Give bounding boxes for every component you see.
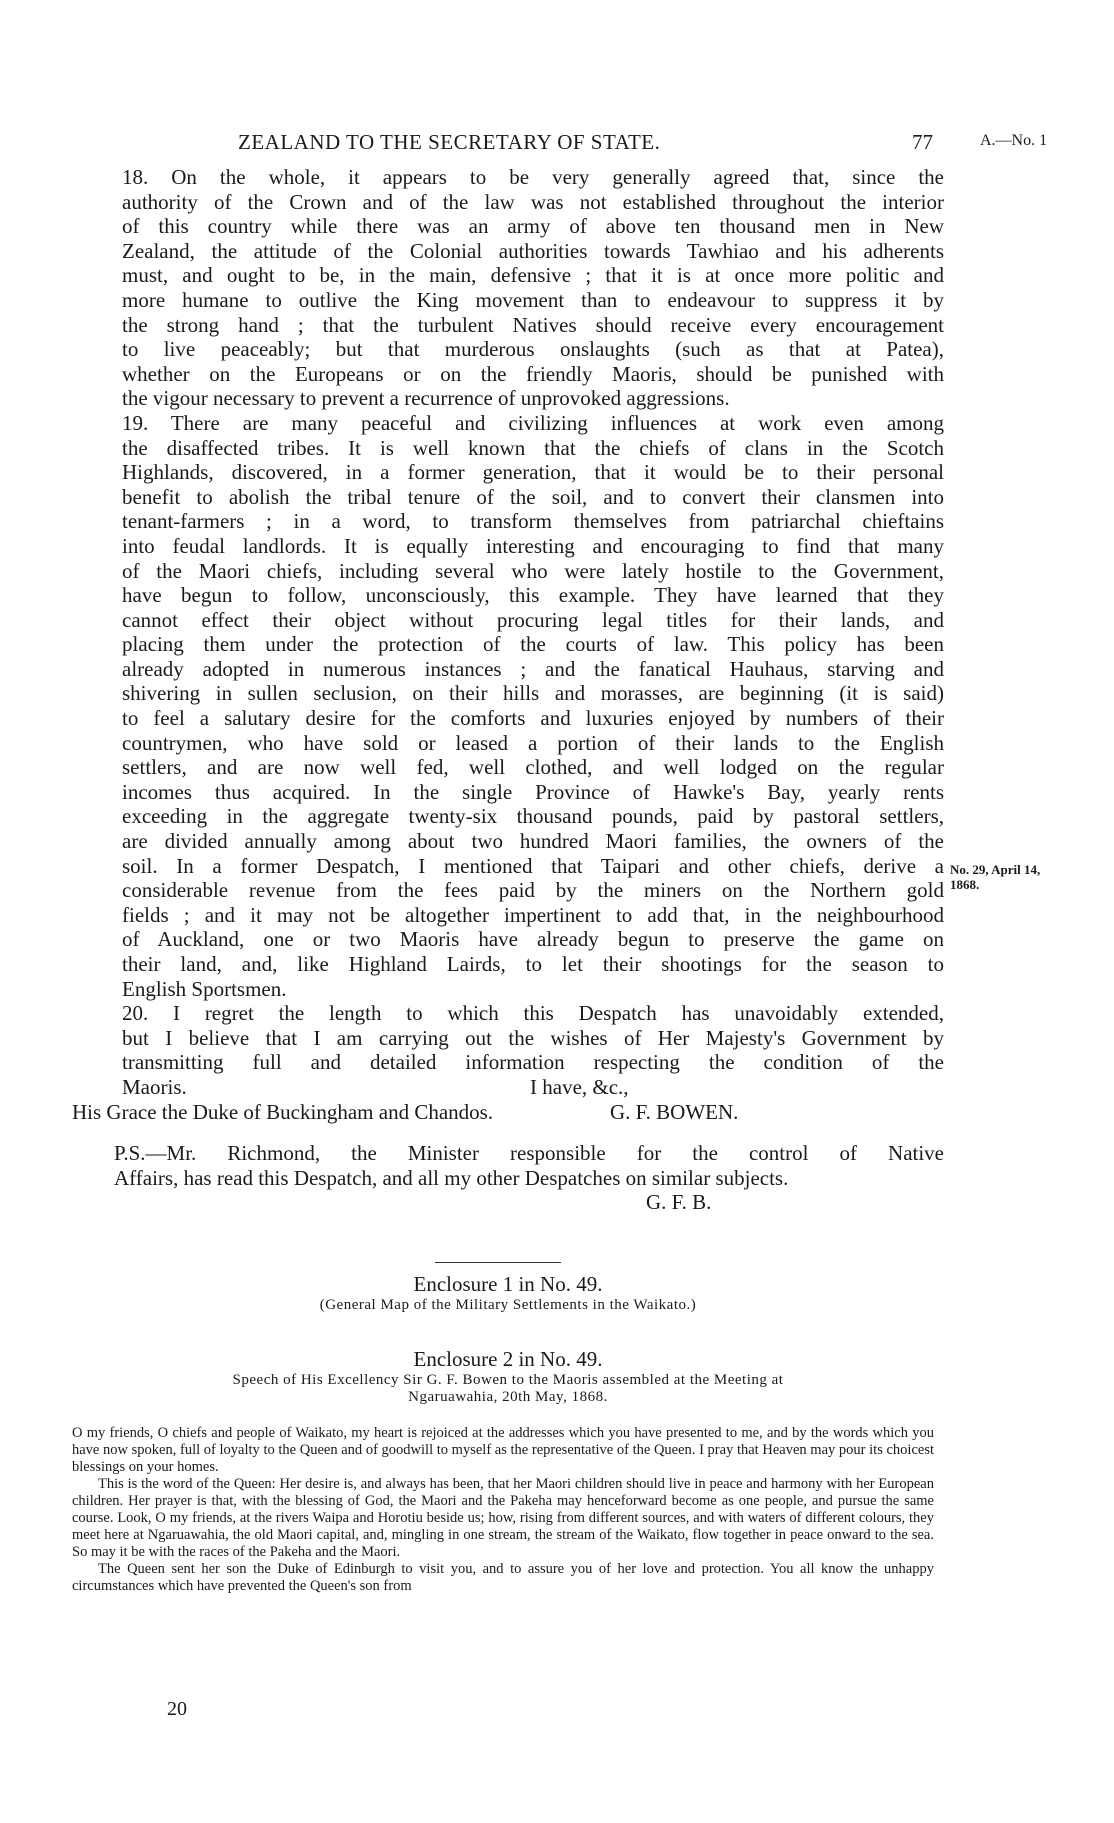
- paragraph-20-line: transmitting full and detailed information respecting the condition of the: [122, 1050, 944, 1075]
- paragraph-18-line: 18. On the whole, it appears to be very generally agreed that, since the: [122, 165, 944, 189]
- enclosure-2-subtitle-1: Speech of His Excellency Sir G. F. Bowen to the Maoris assembled at the Meeting at: [232, 1372, 784, 1388]
- paragraph-19-line: placing them under the protection of the courts of law. This policy has been: [122, 632, 944, 657]
- enclosure-1-subtitle: (General Map of the Military Settlements in the Waikato.): [319, 1297, 697, 1313]
- paragraph-18-line: the vigour necessary to prevent a recurrence of unprovoked aggressions.: [122, 386, 730, 411]
- paragraph-20-line: but I believe that I am carrying out the wishes of Her Majesty's Government by: [122, 1025, 944, 1050]
- paragraph-19-line: cannot effect their object without procuring legal titles for their lands, and: [122, 607, 944, 632]
- paragraph-18-line: the strong hand ; that the turbulent Natives should receive every encouragement: [122, 312, 944, 337]
- enclosure-2-title: Enclosure 2 in No. 49.: [413, 1347, 603, 1371]
- paragraph-19-line: benefit to abolish the tribal tenure of the soil, and to convert their clansmen into: [122, 484, 944, 509]
- paragraph-19-line: of the Maori chiefs, including several who were lately hostile to the Government,: [122, 558, 944, 583]
- margin-note-line-1: No. 29, April 14,: [950, 862, 1041, 877]
- closing-line: [72, 1075, 944, 1100]
- paragraph-19-line: incomes thus acquired. In the single Province of Hawke's Bay, yearly rents: [122, 779, 944, 804]
- paragraph-19-line: Highlands, discovered, in a former generation, that it would be to their personal: [122, 460, 944, 485]
- enclosure-1: [72, 1272, 944, 1314]
- section-rule: [435, 1262, 561, 1263]
- paragraph-20-line: Maoris.: [122, 1074, 187, 1099]
- paragraph-19-line: have begun to follow, unconsciously, this example. They have learned that they: [122, 583, 944, 608]
- series-number: A.—No. 1: [980, 132, 1048, 149]
- margin-note: [950, 862, 1040, 892]
- enclosure-1-title: Enclosure 1 in No. 49.: [413, 1272, 603, 1296]
- header-title: ZEALAND TO THE SECRETARY OF STATE.: [238, 130, 661, 154]
- despatch-body: [72, 165, 944, 1215]
- paragraph-19-line: English Sportsmen.: [122, 976, 287, 1001]
- paragraph-19-line: of Auckland, one or two Maoris have already begun to preserve the game on: [122, 927, 944, 952]
- paragraph-19: [72, 411, 944, 1001]
- postscript-initials: G. F. B.: [646, 1190, 712, 1215]
- paragraph-19-line: settlers, and are now well fed, well clothed, and well lodged on the regular: [122, 755, 944, 780]
- enclosure-2-subtitle-2: Ngaruawahia, 20th May, 1868.: [408, 1389, 608, 1405]
- paragraph-19-line: shivering in sullen seclusion, on their hills and morasses, are beginning (it is said): [122, 681, 944, 706]
- paragraph-20-line: 20. I regret the length to which this Despatch has unavoidably extended,: [122, 1001, 944, 1026]
- paragraph-19-line: 19. There are many peaceful and civilizing influences at work even among: [122, 410, 944, 435]
- addressee: His Grace the Duke of Buckingham and Chandos.: [72, 1099, 494, 1124]
- paragraph-18-line: of this country while there was an army of above ten thousand men in New: [122, 214, 944, 239]
- enclosure-2-heading: [72, 1347, 944, 1406]
- signature: G. F. BOWEN.: [610, 1099, 739, 1124]
- paragraph-19-line: exceeding in the aggregate twenty-six thousand pounds, paid by pastoral settlers,: [122, 804, 944, 829]
- paragraph-19-line: their land, and, like Highland Lairds, to let their shootings for the season to: [122, 952, 944, 976]
- paragraph-18-line: to live peaceably; but that murderous onslaughts (such as that at Patea),: [122, 337, 944, 362]
- speech-paragraph-3: The Queen sent her son the Duke of Edinburgh to visit you, and to assure you of her love and protection. You all know the unhappy circumstances which have prevented the Queen's son from: [72, 1561, 934, 1594]
- folio-number: 20: [167, 1698, 187, 1720]
- page-number: 77: [912, 130, 933, 154]
- paragraph-18-line: Zealand, the attitude of the Colonial authorities towards Tawhiao and his adherents: [122, 238, 944, 263]
- paragraph-19-line: are divided annually among about two hundred Maori families, the owners of the: [122, 829, 944, 854]
- paragraph-18-line: must, and ought to be, in the main, defensive ; that it is at once more politic and: [122, 263, 944, 288]
- paragraph-19-line: soil. In a former Despatch, I mentioned that Taipari and other chiefs, derive a: [122, 853, 944, 878]
- signature-line: [72, 1100, 944, 1125]
- postscript: [72, 1141, 944, 1190]
- paragraph-19-line: tenant-farmers ; in a word, to transform themselves from patriarchal chieftains: [122, 509, 944, 534]
- paragraph-19-line: to feel a salutary desire for the comforts and luxuries enjoyed by numbers of their: [122, 706, 944, 731]
- speech-text: [72, 1425, 934, 1595]
- closing-salutation: I have, &c.,: [530, 1074, 629, 1099]
- speech-paragraph-2: This is the word of the Queen: Her desire is, and always has been, that her Maori children should live in peace and harmony with her European children. Her prayer is that, with the blessing of God, the Maori and the Pakeha may henceforward become as one people, and pursue the same course. Look, O my friends, at the rivers Waipa and Horotiu beside us; how, rising from different sources, and with waters of different colours, they meet here at Ngaruawahia, the old Maori capital, and, mingling in one stream, the stream of the Waikato, flow together in peace onward to the sea. So may it be with the races of the Pakeha and the Maori.: [72, 1476, 934, 1560]
- postscript-initials-line: [72, 1190, 944, 1215]
- paragraph-19-line: considerable revenue from the fees paid by the miners on the Northern gold: [122, 878, 944, 903]
- speech-paragraph-1: O my friends, O chiefs and people of Waikato, my heart is rejoiced at the addresses which you have presented to me, and by the words which you have now spoken, full of loyalty to the Queen and of goodwill to myself as the representative of the Queen. I pray that Heaven may pour its choicest blessings on your homes.: [72, 1425, 934, 1475]
- postscript-line: Affairs, has read this Despatch, and all my other Despatches on similar subjects.: [114, 1165, 789, 1190]
- paragraph-18-line: authority of the Crown and of the law was not established throughout the interior: [122, 189, 944, 214]
- running-header: [0, 130, 1114, 160]
- paragraph-19-line: the disaffected tribes. It is well known that the chiefs of clans in the Scotch: [122, 435, 944, 460]
- paragraph-18: [72, 165, 944, 411]
- paragraph-18-line: whether on the Europeans or on the friendly Maoris, should be punished with: [122, 361, 944, 386]
- postscript-line: P.S.—Mr. Richmond, the Minister responsible for the control of Native: [114, 1140, 944, 1165]
- paragraph-19-line: into feudal landlords. It is equally interesting and encouraging to find that many: [122, 533, 944, 558]
- paragraph-19-line: countrymen, who have sold or leased a portion of their lands to the English: [122, 730, 944, 755]
- paragraph-18-line: more humane to outlive the King movement than to endeavour to suppress it by: [122, 287, 944, 312]
- paragraph-19-line: already adopted in numerous instances ; and the fanatical Hauhaus, starving and: [122, 656, 944, 681]
- paragraph-19-line: fields ; and it may not be altogether impertinent to add that, in the neighbourhood: [122, 902, 944, 927]
- margin-note-line-2: 1868.: [950, 877, 980, 892]
